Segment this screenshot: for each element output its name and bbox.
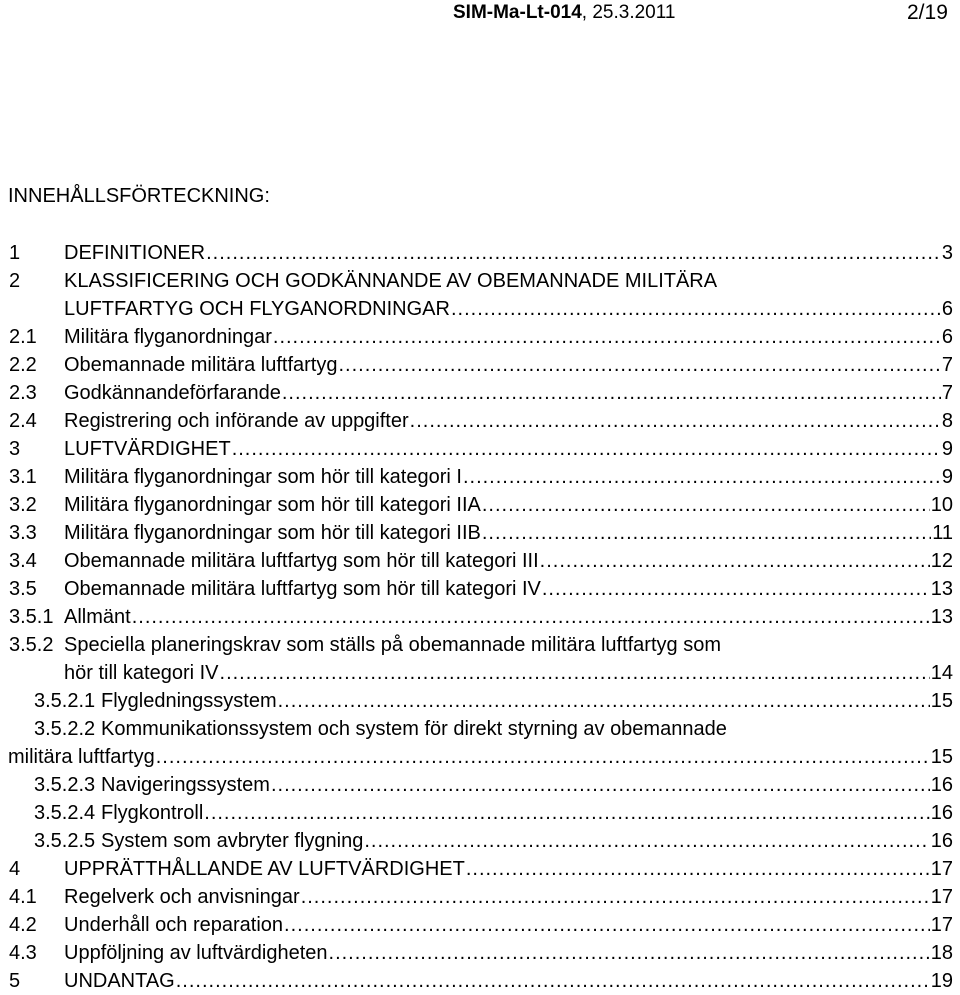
toc-entry-number: 2.4 [9,410,37,432]
toc-entry-title: Obemannade militära luftfartyg som hör till kategori III [64,550,539,572]
document-date: , 25.3.2011 [581,2,676,23]
toc-entry-title: Registrering och införande av uppgifter [64,410,409,432]
toc-entry-number: 4.2 [9,914,37,936]
toc-dot-leader [282,379,941,407]
toc-dot-leader [540,547,930,575]
toc-entry-title: Uppföljning av luftvärdigheten [64,942,328,964]
toc-entry-page: 6 [941,298,953,320]
toc-entry[interactable] [0,967,960,995]
toc-entry-number: 3.5.2.1 [34,690,96,712]
toc-entry-title: UPPRÄTTHÅLLANDE AV LUFTVÄRDIGHET [64,858,465,880]
toc-entry-number: 3.5.1 [9,606,54,628]
toc-entry-title: LUFTVÄRDIGHET [64,438,231,460]
toc-entry-number: 2.1 [9,326,37,348]
toc-dot-leader [329,939,930,967]
toc-entry[interactable] [0,435,960,463]
toc-entry-title-continuation: LUFTFARTYG OCH FLYGANORDNINGAR [64,298,450,320]
toc-entry-number: 3.5.2 [9,634,54,656]
toc-entry-number: 3.3 [9,522,37,544]
toc-dot-leader [206,239,941,267]
toc-dot-leader [232,435,941,463]
toc-entry-page: 19 [930,970,953,992]
toc-entry[interactable] [0,855,960,883]
toc-entry-number: 2.3 [9,382,37,404]
toc-entry-number: 4.1 [9,886,37,908]
toc-entry-title: KLASSIFICERING OCH GODKÄNNANDE AV OBEMANNADE MILITÄRA [64,270,718,292]
toc-entry[interactable] [0,491,960,519]
toc-entry-title: System som avbryter flygning [101,830,364,852]
toc-entry-page: 16 [930,802,953,824]
toc-entry-page: 17 [930,914,953,936]
toc-dot-leader [364,827,929,855]
toc-entry[interactable] [0,631,960,687]
toc-dot-leader [176,967,930,995]
toc-entry[interactable] [0,323,960,351]
toc-entry-number: 3.5.2.5 [34,830,96,852]
toc-dot-leader [410,407,941,435]
toc-dot-leader [284,911,930,939]
toc-entry-page: 18 [930,942,953,964]
toc-entry-number: 5 [9,970,21,992]
toc-dot-leader [482,519,931,547]
toc-entry-title: Flygledningssystem [101,690,277,712]
toc-entry[interactable] [0,463,960,491]
toc-entry-title: Militära flyganordningar som hör till kategori I [64,466,462,488]
toc-entry-title: Godkännandeförfarande [64,382,281,404]
toc-title: INNEHÅLLSFÖRTECKNING: [8,185,270,207]
toc-entry-title: Kommunikationssystem och system för direkt styrning av obemannade [101,718,727,740]
toc-entry[interactable] [0,267,960,323]
table-of-contents [0,239,960,995]
toc-entry[interactable] [0,379,960,407]
toc-dot-leader [451,295,941,323]
toc-entry[interactable] [0,603,960,631]
toc-entry-number: 4 [9,858,21,880]
toc-entry-number: 2 [9,270,21,292]
toc-dot-leader [482,491,930,519]
toc-entry-page: 7 [941,382,953,404]
toc-dot-leader [301,883,930,911]
toc-entry[interactable] [0,911,960,939]
toc-dot-leader [542,575,930,603]
toc-entry-title: Regelverk och anvisningar [64,886,300,908]
toc-entry-page: 16 [930,830,953,852]
toc-entry-number: 4.3 [9,942,37,964]
toc-entry-title: Underhåll och reparation [64,914,284,936]
toc-entry-page: 17 [930,858,953,880]
toc-entry-title: Navigeringssystem [101,774,270,796]
toc-entry-page: 10 [930,494,953,516]
toc-entry-number: 3.5.2.2 [34,718,96,740]
toc-entry[interactable] [0,547,960,575]
toc-entry[interactable] [0,687,960,715]
toc-entry-number: 3.1 [9,466,37,488]
toc-entry-page: 7 [941,354,953,376]
toc-dot-leader [338,351,940,379]
toc-entry[interactable] [0,799,960,827]
page-header-docinfo [453,2,675,24]
toc-entry-title: Militära flyganordningar som hör till kategori IIA [64,494,481,516]
toc-entry-page: 14 [930,662,953,684]
toc-entry-title: Speciella planeringskrav som ställs på obemannade militära luftfartyg som [64,634,721,656]
toc-dot-leader [278,687,930,715]
toc-entry-number: 3 [9,438,21,460]
toc-entry-number: 2.2 [9,354,37,376]
toc-entry-number: 3.5.2.3 [34,774,96,796]
toc-entry[interactable] [0,883,960,911]
toc-entry-title: Flygkontroll [101,802,204,824]
toc-entry-title: Obemannade militära luftfartyg [64,354,338,376]
toc-entry-title: Militära flyganordningar som hör till kategori IIB [64,522,481,544]
toc-dot-leader [271,771,930,799]
toc-entry[interactable] [0,407,960,435]
toc-entry-title: DEFINITIONER [64,242,206,264]
toc-entry-page: 16 [930,774,953,796]
toc-entry-number: 3.5.2.4 [34,802,96,824]
toc-entry[interactable] [0,239,960,267]
toc-entry[interactable] [0,351,960,379]
toc-entry-page: 9 [941,438,953,460]
toc-entry-page: 17 [930,886,953,908]
toc-dot-leader [273,323,941,351]
toc-entry-page: 11 [932,522,953,544]
toc-entry-number: 3.4 [9,550,37,572]
toc-dot-leader [466,855,930,883]
toc-entry-page: 8 [941,410,953,432]
toc-entry-page: 13 [930,606,953,628]
toc-entry-title: Allmänt [64,606,131,628]
toc-dot-leader [156,743,930,771]
toc-entry-title: Militära flyganordningar [64,326,272,348]
toc-entry[interactable] [0,827,960,855]
toc-entry-number: 3.5 [9,578,37,600]
toc-entry-page: 12 [930,550,953,572]
toc-entry-title-continuation: hör till kategori IV [64,662,219,684]
toc-entry-number: 3.2 [9,494,37,516]
toc-entry-page: 6 [941,326,953,348]
toc-entry-page: 3 [941,242,953,264]
toc-dot-leader [204,799,929,827]
toc-entry[interactable] [0,519,960,547]
toc-dot-leader [463,463,941,491]
document-id: SIM-Ma-Lt-014 [453,2,582,23]
toc-dot-leader [220,659,930,687]
toc-entry[interactable] [0,715,960,771]
toc-entry-page: 13 [930,578,953,600]
toc-entry-title: Obemannade militära luftfartyg som hör till kategori IV [64,578,541,600]
toc-entry[interactable] [0,939,960,967]
toc-entry-title-continuation: militära luftfartyg [8,746,155,768]
toc-entry-page: 15 [930,746,953,768]
toc-entry-page: 9 [941,466,953,488]
toc-dot-leader [132,603,930,631]
toc-entry[interactable] [0,575,960,603]
toc-entry-page: 15 [930,690,953,712]
toc-entry-number: 1 [9,242,21,264]
toc-entry[interactable] [0,771,960,799]
page-indicator: 2/19 [907,1,948,24]
toc-entry-title: UNDANTAG [64,970,175,992]
